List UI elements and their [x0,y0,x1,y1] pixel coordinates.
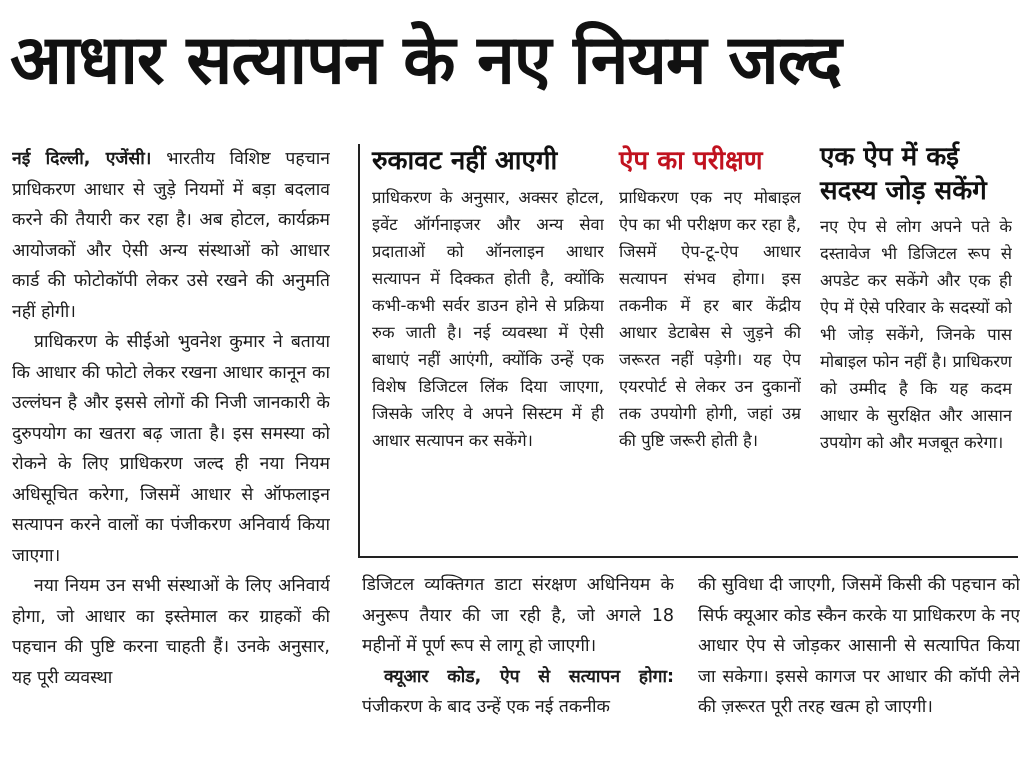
box-column-2-text: प्राधिकरण एक नए मोबाइल ऐप का भी परीक्षण कर रहा है, जिसमें ऐप-टू-ऐप आधार सत्यापन संभव होगा। इस तकनीक में हर बार केंद्रीय आधार डेटाबेस से जुड़ने की जरूरत नहीं पड़ेगी। यह ऐप एयरपोर्ट से लेकर उन दुकानों तक उपयोगी होगी, जहां उम्र की पुष्टि जरूरी होती है। [619,188,801,450]
bottom-column-2-para-1: की सुविधा दी जाएगी, जिसमें किसी की पहचान को सिर्फ क्यूआर कोड स्कैन करके या प्राधिकरण के नए आधार ऐप से जोड़कर आसानी से सत्यापित किया जा सकेगा। इससे कागज पर आधार की कॉपी लेने की ज़रूरत पूरी तरह खत्म हो जाएगी। [698,575,1020,717]
bottom-column-1-para-2 [362,662,674,723]
bottom-column-1 [362,570,674,758]
qr-subheading: क्यूआर कोड, ऐप से सत्यापन होगा: [384,666,674,687]
bottom-column-2 [698,570,1020,758]
subheading-multiple-members: एक ऐप में कई सदस्य जोड़ सकेंगे [820,142,987,206]
box-column-2 [619,184,801,549]
box-column-3 [820,213,1012,551]
paragraph-1 [12,144,330,327]
bottom-column-1-para-1: डिजिटल व्यक्तिगत डाटा संरक्षण अधिनियम के अनुरूप तैयार की जा रही है, जो अगले 18 महीनों में पूर्ण रूप से लागू हो जाएगी। [362,575,674,656]
box-column-3-text: नए ऐप से लोग अपने पते के दस्तावेज भी डिजिटल रूप से अपडेट कर सकेंगे और एक ही ऐप में ऐसे परिवार के सदस्यों को भी जोड़ सकेंगे, जिनके पास मोबाइल फोन नहीं है। प्राधिकरण को उम्मीद है कि यह कदम आधार के सुरक्षित और आसान उपयोग को और मजबूत करेगा। [820,217,1012,452]
paragraph-3: नया नियम उन सभी संस्थाओं के लिए अनिवार्य होगा, जो आधार का इस्तेमाल कर ग्राहकों की पहचान की पुष्टि करना चाहती हैं। उनके अनुसार, यह पूरी व्यवस्था [12,576,330,688]
bottom-column-1-para-2-text: पंजीकरण के बाद उन्हें एक नई तकनीक [362,697,610,717]
box-column-1-text: प्राधिकरण के अनुसार, अक्सर होटल, इवेंट ऑर्गनाइजर और अन्य सेवा प्रदाताओं को ऑनलाइन आधार सत्यापन में दिक्कत होती है, क्योंकि कभी-कभी सर्वर डाउन होने से प्रक्रिया रुक जाती है। नई व्यवस्था में ऐसी बाधाएं नहीं आएंगी, क्योंकि उन्हें एक विशेष डिजिटल लिंक दिया जाएगा, जिसके जरिए वे अपने सिस्टम में ही आधार सत्यापन कर सकेंगे। [372,188,604,450]
dateline: नई दिल्ली, एजेंसी। [12,149,152,169]
subheading-app-test: ऐप का परीक्षण [619,146,763,176]
box-column-1 [372,184,604,549]
paragraph-1-text: भारतीय विशिष्ट पहचान प्राधिकरण आधार से जुड़े नियमों में बड़ा बदलाव करने की तैयारी कर रहा है। अब होटल, कार्यक्रम आयोजकों और ऐसी अन्य संस्थाओं को आधार कार्ड की फोटोकॉपी लेकर उसे रखने की अनुमति नहीं होगी। [12,149,330,322]
headline: आधार सत्यापन के नए नियम जल्द [10,21,842,100]
left-column [12,144,330,756]
subheading-no-obstacle: रुकावट नहीं आएगी [372,146,558,176]
paragraph-2: प्राधिकरण के सीईओ भुवनेश कुमार ने बताया कि आधार की फोटो लेकर रखना आधार कानून का उल्लंघन है और इससे लोगों की निजी जानकारी के दुरुपयोग का खतरा बढ़ जाता है। इस समस्या को रोकने के लिए प्राधिकरण जल्द ही नया नियम अधिसूचित करेगा, जिसमें आधार से ऑफलाइन सत्यापन करने वालों का पंजीकरण अनिवार्य किया जाएगा। [12,332,330,566]
